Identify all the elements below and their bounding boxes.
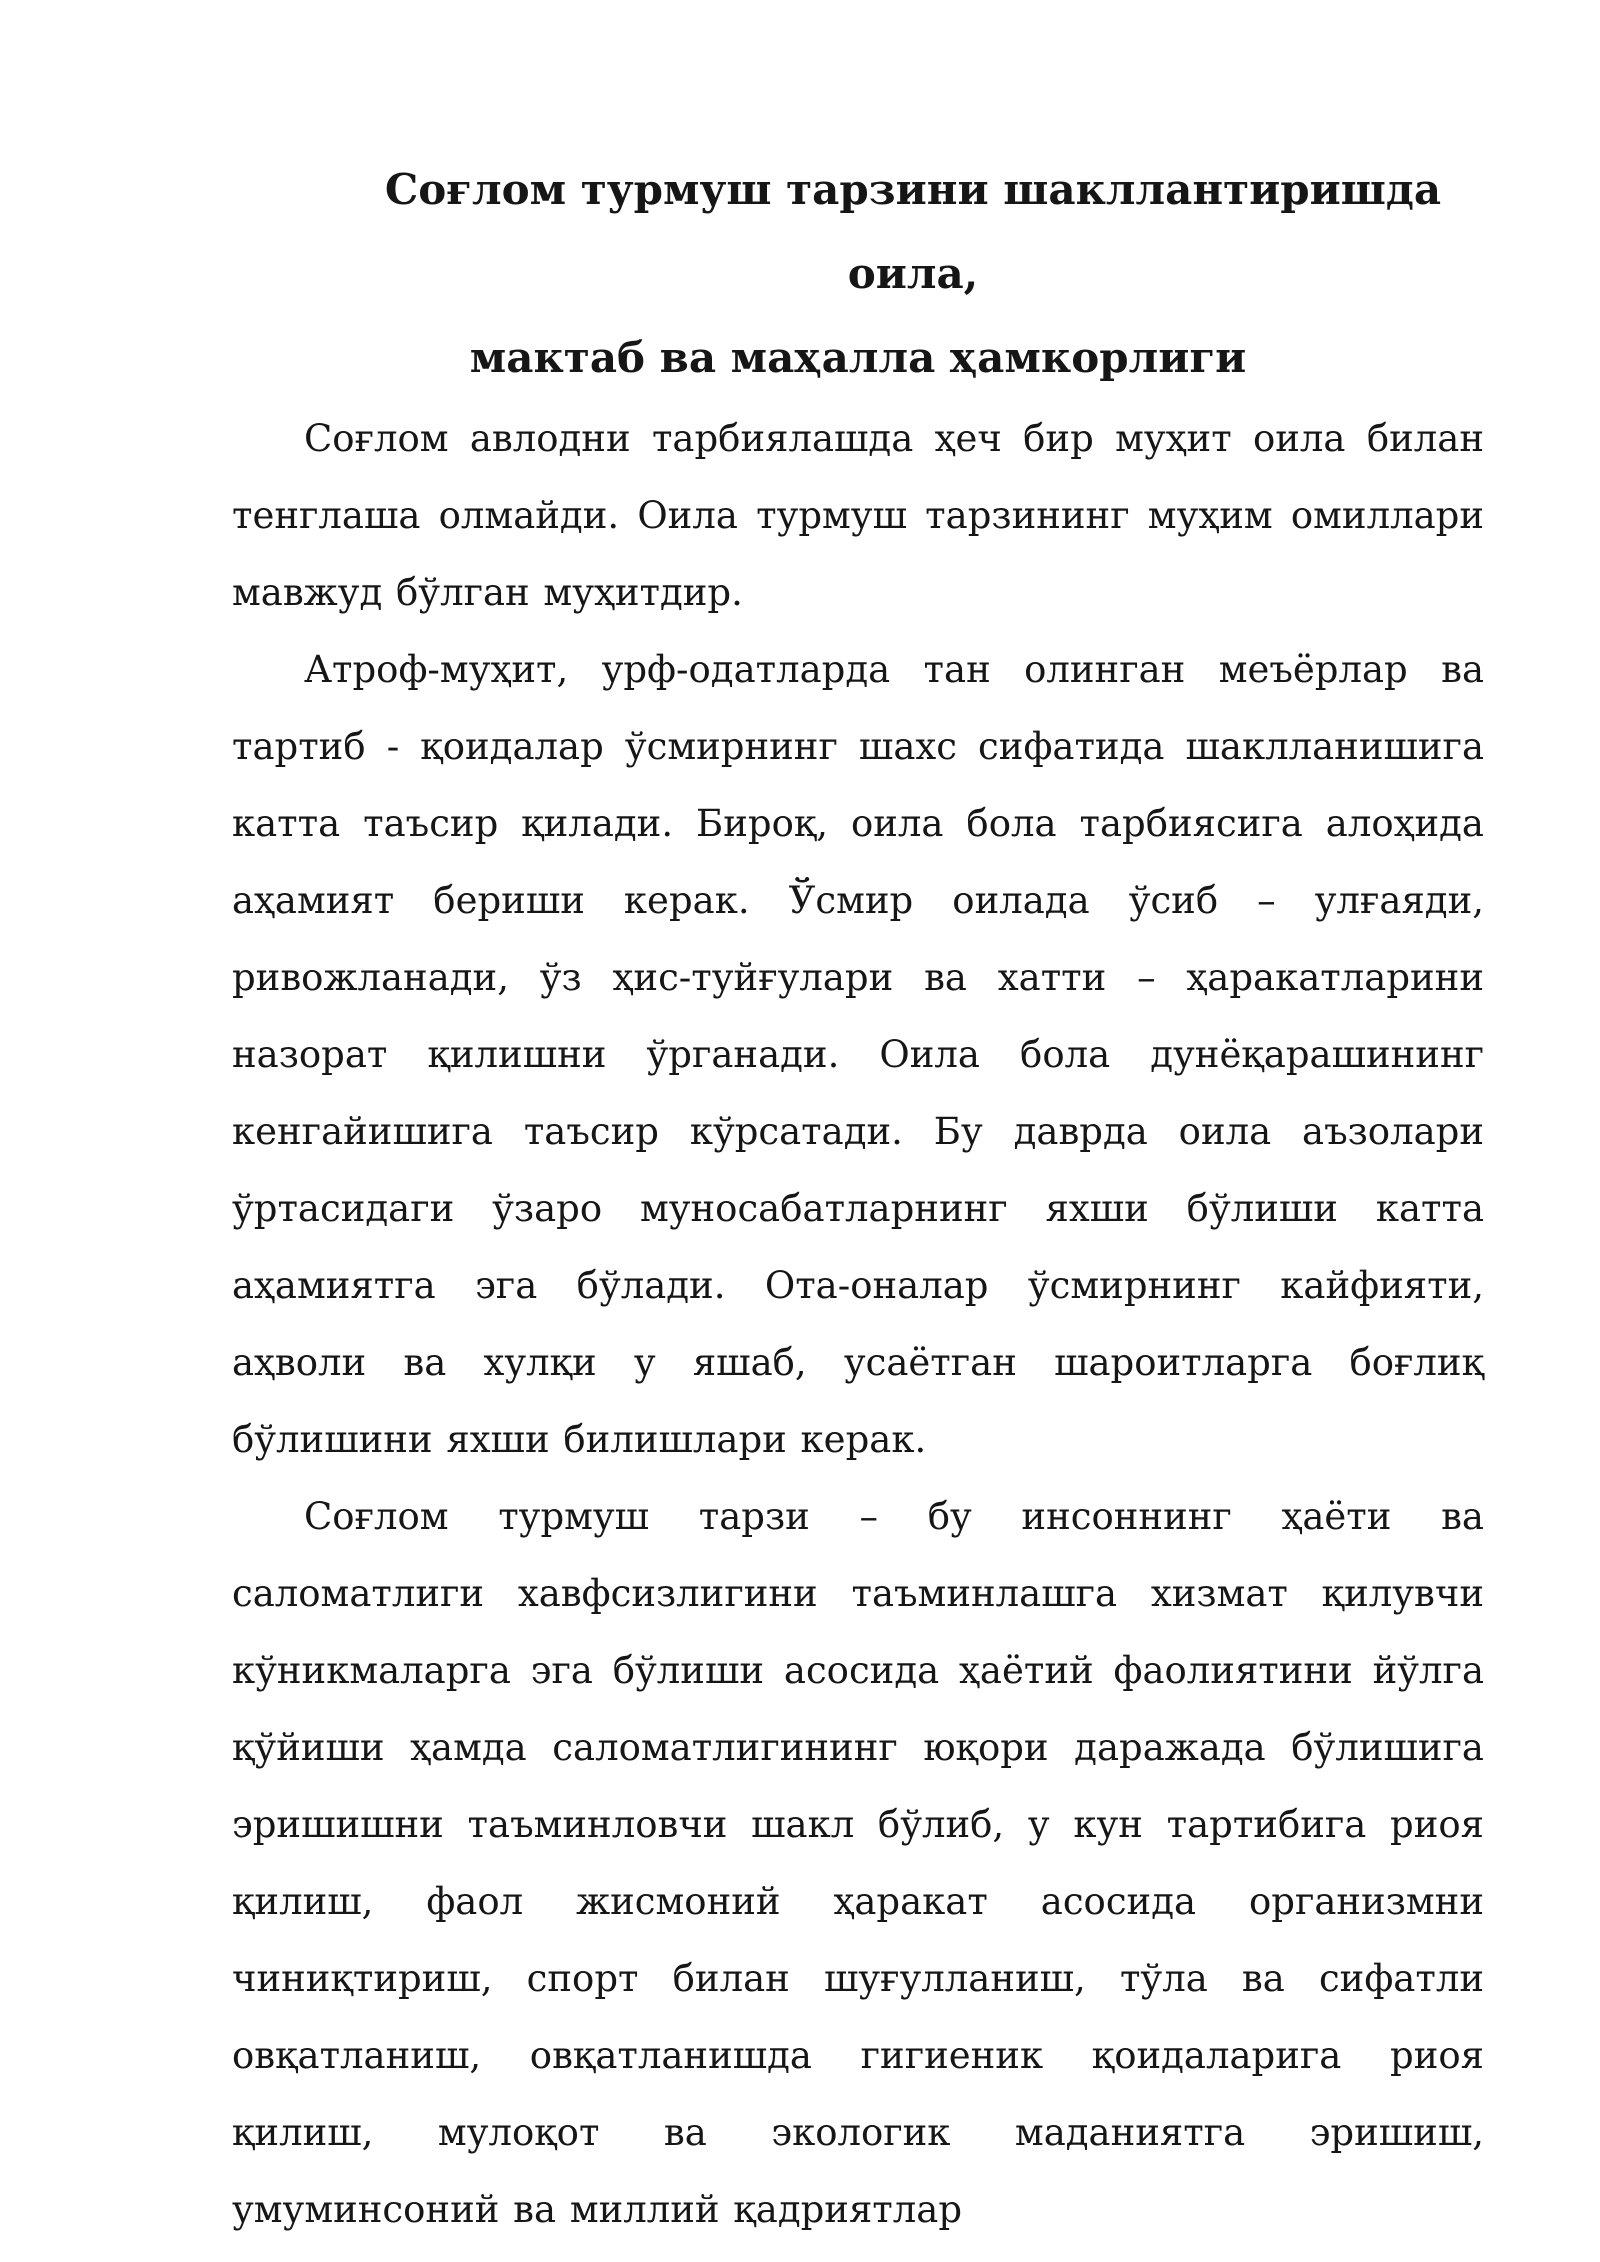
document-title-continued [232,316,1484,400]
document-title [232,148,1484,316]
title-line-2: мактаб ва маҳалла ҳамкорлиги [469,333,1247,382]
title-line-1: Соғлом турмуш тарзини шакллантиришда оила, [384,165,1442,298]
paragraph-1: Соғлом авлодни тарбиялашда ҳеч бир муҳит оила билан тенглаша олмайди. Оила турмуш тарзининг муҳим омиллари мавжуд бўлган муҳитдир. [232,417,1484,614]
document-body [232,148,1484,2248]
paragraph-3: Соғлом турмуш тарзи – бу инсоннинг ҳаёти ва саломатлиги хавфсизлигини таъминлашга хизмат қилувчи кўникмаларга эга бўлиши асосида ҳаётий фаолиятини йўлга қўйиши ҳамда саломатлигининг юқори даражада бўлишига эришишни таъминловчи шакл бўлиб, у кун тартибига риоя қилиш, фаол жисмоний ҳаракат асосида организмни чиниқтириш, спорт билан шуғулланиш, тўла ва сифатли овқатланиш, овқатланишда гигиеник қоидаларига риоя қилиш, мулоқот ва экологик маданиятга эришиш, умуминсоний ва миллий қадриятлар [232,1495,1484,2231]
paragraph-2: Атроф-муҳит, урф-одатларда тан олинган меъёрлар ва тартиб - қоидалар ўсмирнинг шахс сифатида шаклланишига катта таъсир қилади. Бироқ, оила бола тарбиясига алоҳида аҳамият бериши керак. Ўсмир оилада ўсиб – улғаяди, ривожланади, ўз ҳис-туйғулари ва хатти – ҳаракатларини назорат қилишни ўрганади. Оила бола дунёқарашининг кенгайишига таъсир кўрсатади. Бу даврда оила аъзолари ўртасидаги ўзаро муносабатларнинг яхши бўлиши катта аҳамиятга эга бўлади. Ота-оналар ўсмирнинг кайфияти, аҳволи ва хулқи у яшаб, усаётган шароитларга боғлиқ бўлишини яхши билишлари керак. [232,648,1484,1461]
